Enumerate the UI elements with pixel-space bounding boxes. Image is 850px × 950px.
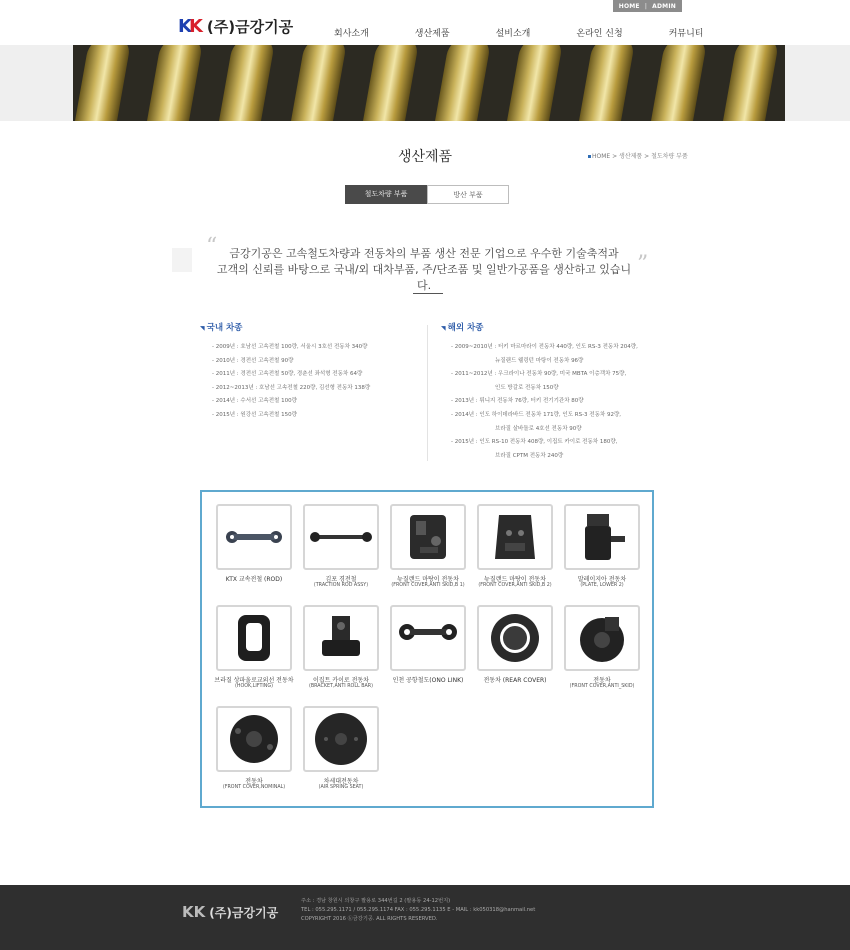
- tab-railway-parts[interactable]: 철도차량 부품: [345, 185, 427, 204]
- product-item[interactable]: [301, 605, 381, 689]
- overseas-item: 인도 방갈로 전동차 150량: [495, 384, 559, 391]
- nav-facilities[interactable]: 설비소개: [495, 29, 531, 39]
- close-quote-icon: ”: [637, 252, 649, 277]
- overseas-list: [451, 341, 638, 463]
- domestic-item: - 2014년 : 수서선 고속전철 100량: [212, 398, 297, 405]
- intro-decoration: [172, 248, 192, 272]
- product-spec: (TRACTION ROD ASSY): [313, 583, 369, 588]
- product-name: 전동차: [245, 778, 263, 785]
- product-name: 김포 경전철: [325, 576, 357, 583]
- footer-address: 주소 : 경남 창원시 의창구 팔용로 344번길 2 (팔용동 24-12번지): [301, 898, 451, 904]
- overseas-item: - 2014년 : 인도 하이데라바드 전동차 171량, 인도 RS-3 전동차 92량,: [451, 411, 622, 418]
- domestic-heading: ◥ 국내 차종: [200, 323, 243, 333]
- overseas-item: - 2013년 : 튀니지 전동차 76량, 터키 전기기관차 80량: [451, 398, 584, 405]
- product-spec: (FRONT COVER,ANTI_SKID): [569, 684, 635, 689]
- product-item[interactable]: [475, 605, 555, 684]
- product-spec: (PLATE, LOWER 2): [580, 583, 624, 588]
- product-name: 전동차: [593, 677, 611, 684]
- main-nav: [334, 26, 749, 39]
- domestic-item: - 2010년 : 경전선 고속전철 90량: [212, 357, 294, 364]
- domestic-list: [212, 341, 370, 423]
- logo[interactable]: [178, 16, 293, 37]
- product-spec: (FRONT COVER,ANTI SKID,B 2): [478, 583, 552, 588]
- product-item[interactable]: [301, 706, 381, 790]
- product-grid: [200, 490, 654, 808]
- footer-contact: TEL : 055.295.1171 / 055.295.1174 FAX : 055.295.1135 E - MAIL : kk050318@hanmail.net: [301, 907, 536, 913]
- product-name: 브라질 상파울로교외선 전동차: [214, 677, 294, 684]
- footer-info: [301, 897, 535, 924]
- banner-rail: [576, 45, 636, 121]
- footer-logo-text: (주)금강기공: [209, 905, 279, 920]
- product-spec: (BRACKET,ANTI ROLL BAR): [309, 684, 373, 689]
- banner-rail: [360, 45, 420, 121]
- banner-rail: [648, 45, 708, 121]
- product-spec: (FRONT COVER,ANTI SKID,B 1): [391, 583, 465, 588]
- front-cover-b1-icon[interactable]: [390, 504, 466, 570]
- traction-rod-icon[interactable]: [303, 504, 379, 570]
- rod-icon[interactable]: [216, 504, 292, 570]
- ono-link-icon[interactable]: [390, 605, 466, 671]
- overseas-item: - 2009~2010년 : 터키 마르마라이 전동차 440량, 인도 RS-3 전동차 204량,: [451, 344, 638, 350]
- intro-text: [214, 246, 634, 294]
- overseas-item: 브라질 CPTM 전동차 240량: [495, 452, 564, 459]
- domestic-item: - 2015년 : 원강선 고속전철 150량: [212, 411, 297, 418]
- breadcrumb: [588, 151, 688, 160]
- product-item[interactable]: [214, 605, 294, 689]
- banner-rail: [144, 45, 204, 121]
- product-item[interactable]: [562, 504, 642, 588]
- nav-online-request[interactable]: 온라인 신청: [576, 29, 623, 39]
- overseas-heading: ◥ 해외 차종: [441, 323, 484, 333]
- product-item[interactable]: [388, 605, 468, 684]
- open-quote-icon: “: [206, 234, 218, 259]
- overseas-item: 브라질 살바돌로 4호선 전동차 90량: [495, 425, 582, 432]
- product-name: KTX 교속전철 (ROD): [225, 576, 283, 583]
- product-spec: (FRONT COVER,NOMINAL): [222, 785, 286, 790]
- overseas-item: 뉴질랜드 웰링턴 마탕이 전동차 96량: [495, 357, 584, 364]
- category-tabs: [345, 185, 509, 204]
- product-name: 뉴질랜드 마탕이 전동차: [397, 576, 459, 583]
- overseas-item: - 2015년 : 인도 RS-10 전동차 408량, 이집트 카이로 전동차 180량,: [451, 439, 618, 446]
- intro-line-2: 고객의 신뢰를 바탕으로 국내/외 대차부품, 주/단조품 및 일반가공품을 생산하고 있습니다.: [216, 263, 632, 292]
- product-name: 말레이지아 전동차: [577, 576, 627, 583]
- intro-line-1: 금강기공은 고속철도차량과 전동차의 부품 생산 전문 기업으로 우수한 기술축적과: [229, 247, 619, 260]
- logo-mark: K K: [178, 15, 203, 37]
- domestic-item: - 2011년 : 경전선 고속전철 50량, 경춘선 좌석형 전동차 64량: [212, 371, 363, 378]
- banner-rail: [504, 45, 564, 121]
- overseas-item: - 2011~2012년 : 우크라이나 전동차 90량, 미국 MBTA 이층객차 75량,: [451, 371, 627, 378]
- top-utility-links: [613, 0, 682, 12]
- nav-company[interactable]: 회사소개: [334, 29, 369, 39]
- tab-defense-parts[interactable]: 방산 부품: [427, 185, 509, 204]
- domestic-item: - 2012~2013년 : 호남선 고속전철 220량, 김선형 전동차 138량: [212, 384, 371, 391]
- banner-rail: [432, 45, 492, 121]
- admin-link[interactable]: ADMIN: [652, 2, 676, 10]
- product-name: 차세대전동차: [323, 778, 359, 785]
- nav-products[interactable]: 생산제품: [414, 29, 450, 39]
- nav-community[interactable]: 커뮤니티: [668, 29, 704, 39]
- banner-rail: [73, 45, 132, 121]
- link-separator: |: [644, 2, 648, 10]
- hook-lifting-icon[interactable]: [216, 605, 292, 671]
- product-item[interactable]: [475, 504, 555, 588]
- home-link[interactable]: HOME: [618, 2, 640, 10]
- sub-banner: [0, 45, 850, 121]
- bracket-icon[interactable]: [303, 605, 379, 671]
- banner-image: [73, 45, 785, 121]
- footer-logo-mark: KK: [182, 903, 206, 921]
- air-spring-seat-icon[interactable]: [303, 706, 379, 772]
- header: [0, 0, 850, 46]
- triangle-icon: ◥: [441, 325, 446, 332]
- triangle-icon: ◥: [200, 325, 205, 332]
- breadcrumb-home-icon: [588, 155, 591, 158]
- product-item[interactable]: [214, 706, 294, 790]
- column-divider: [427, 325, 428, 461]
- product-name: 전동차 (REAR COVER): [483, 677, 547, 684]
- intro-divider: [413, 293, 443, 294]
- footer: [0, 885, 850, 950]
- product-item[interactable]: [214, 504, 294, 583]
- front-cover-nominal-icon[interactable]: [216, 706, 292, 772]
- domestic-item: - 2009년 : 호남선 고속전철 100량, 서울시 3호선 전동차 340량: [212, 344, 368, 350]
- page-title: 생산제품: [397, 149, 453, 165]
- front-cover-b2-icon[interactable]: [477, 504, 553, 570]
- product-item[interactable]: [301, 504, 381, 588]
- footer-copyright: COPYRIGHT 2016 ⓚ금강기공. ALL RIGHTS RESERVED.: [301, 916, 438, 922]
- plate-lower-icon[interactable]: [564, 504, 640, 570]
- banner-rail: [288, 45, 348, 121]
- product-item[interactable]: [562, 605, 642, 689]
- front-cover-antiskid-icon[interactable]: [564, 605, 640, 671]
- product-spec: (HOOK,LIFTING): [235, 684, 273, 689]
- product-item[interactable]: [388, 504, 468, 588]
- product-spec: (AIR SPRING SEAT): [318, 785, 364, 790]
- footer-logo: [182, 903, 278, 921]
- product-name: 뉴질랜드 마탕이 전동차: [484, 576, 546, 583]
- rear-cover-icon[interactable]: [477, 605, 553, 671]
- product-name: 인천 공항철도(ONO LINK): [392, 677, 464, 684]
- product-name: 이집트 카이로 전동차: [313, 677, 369, 684]
- banner-rail: [216, 45, 276, 121]
- breadcrumb-text[interactable]: HOME > 생산제품 > 철도차량 부품: [592, 153, 688, 160]
- banner-rail: [720, 45, 780, 121]
- logo-text: (주)금강기공: [206, 18, 294, 36]
